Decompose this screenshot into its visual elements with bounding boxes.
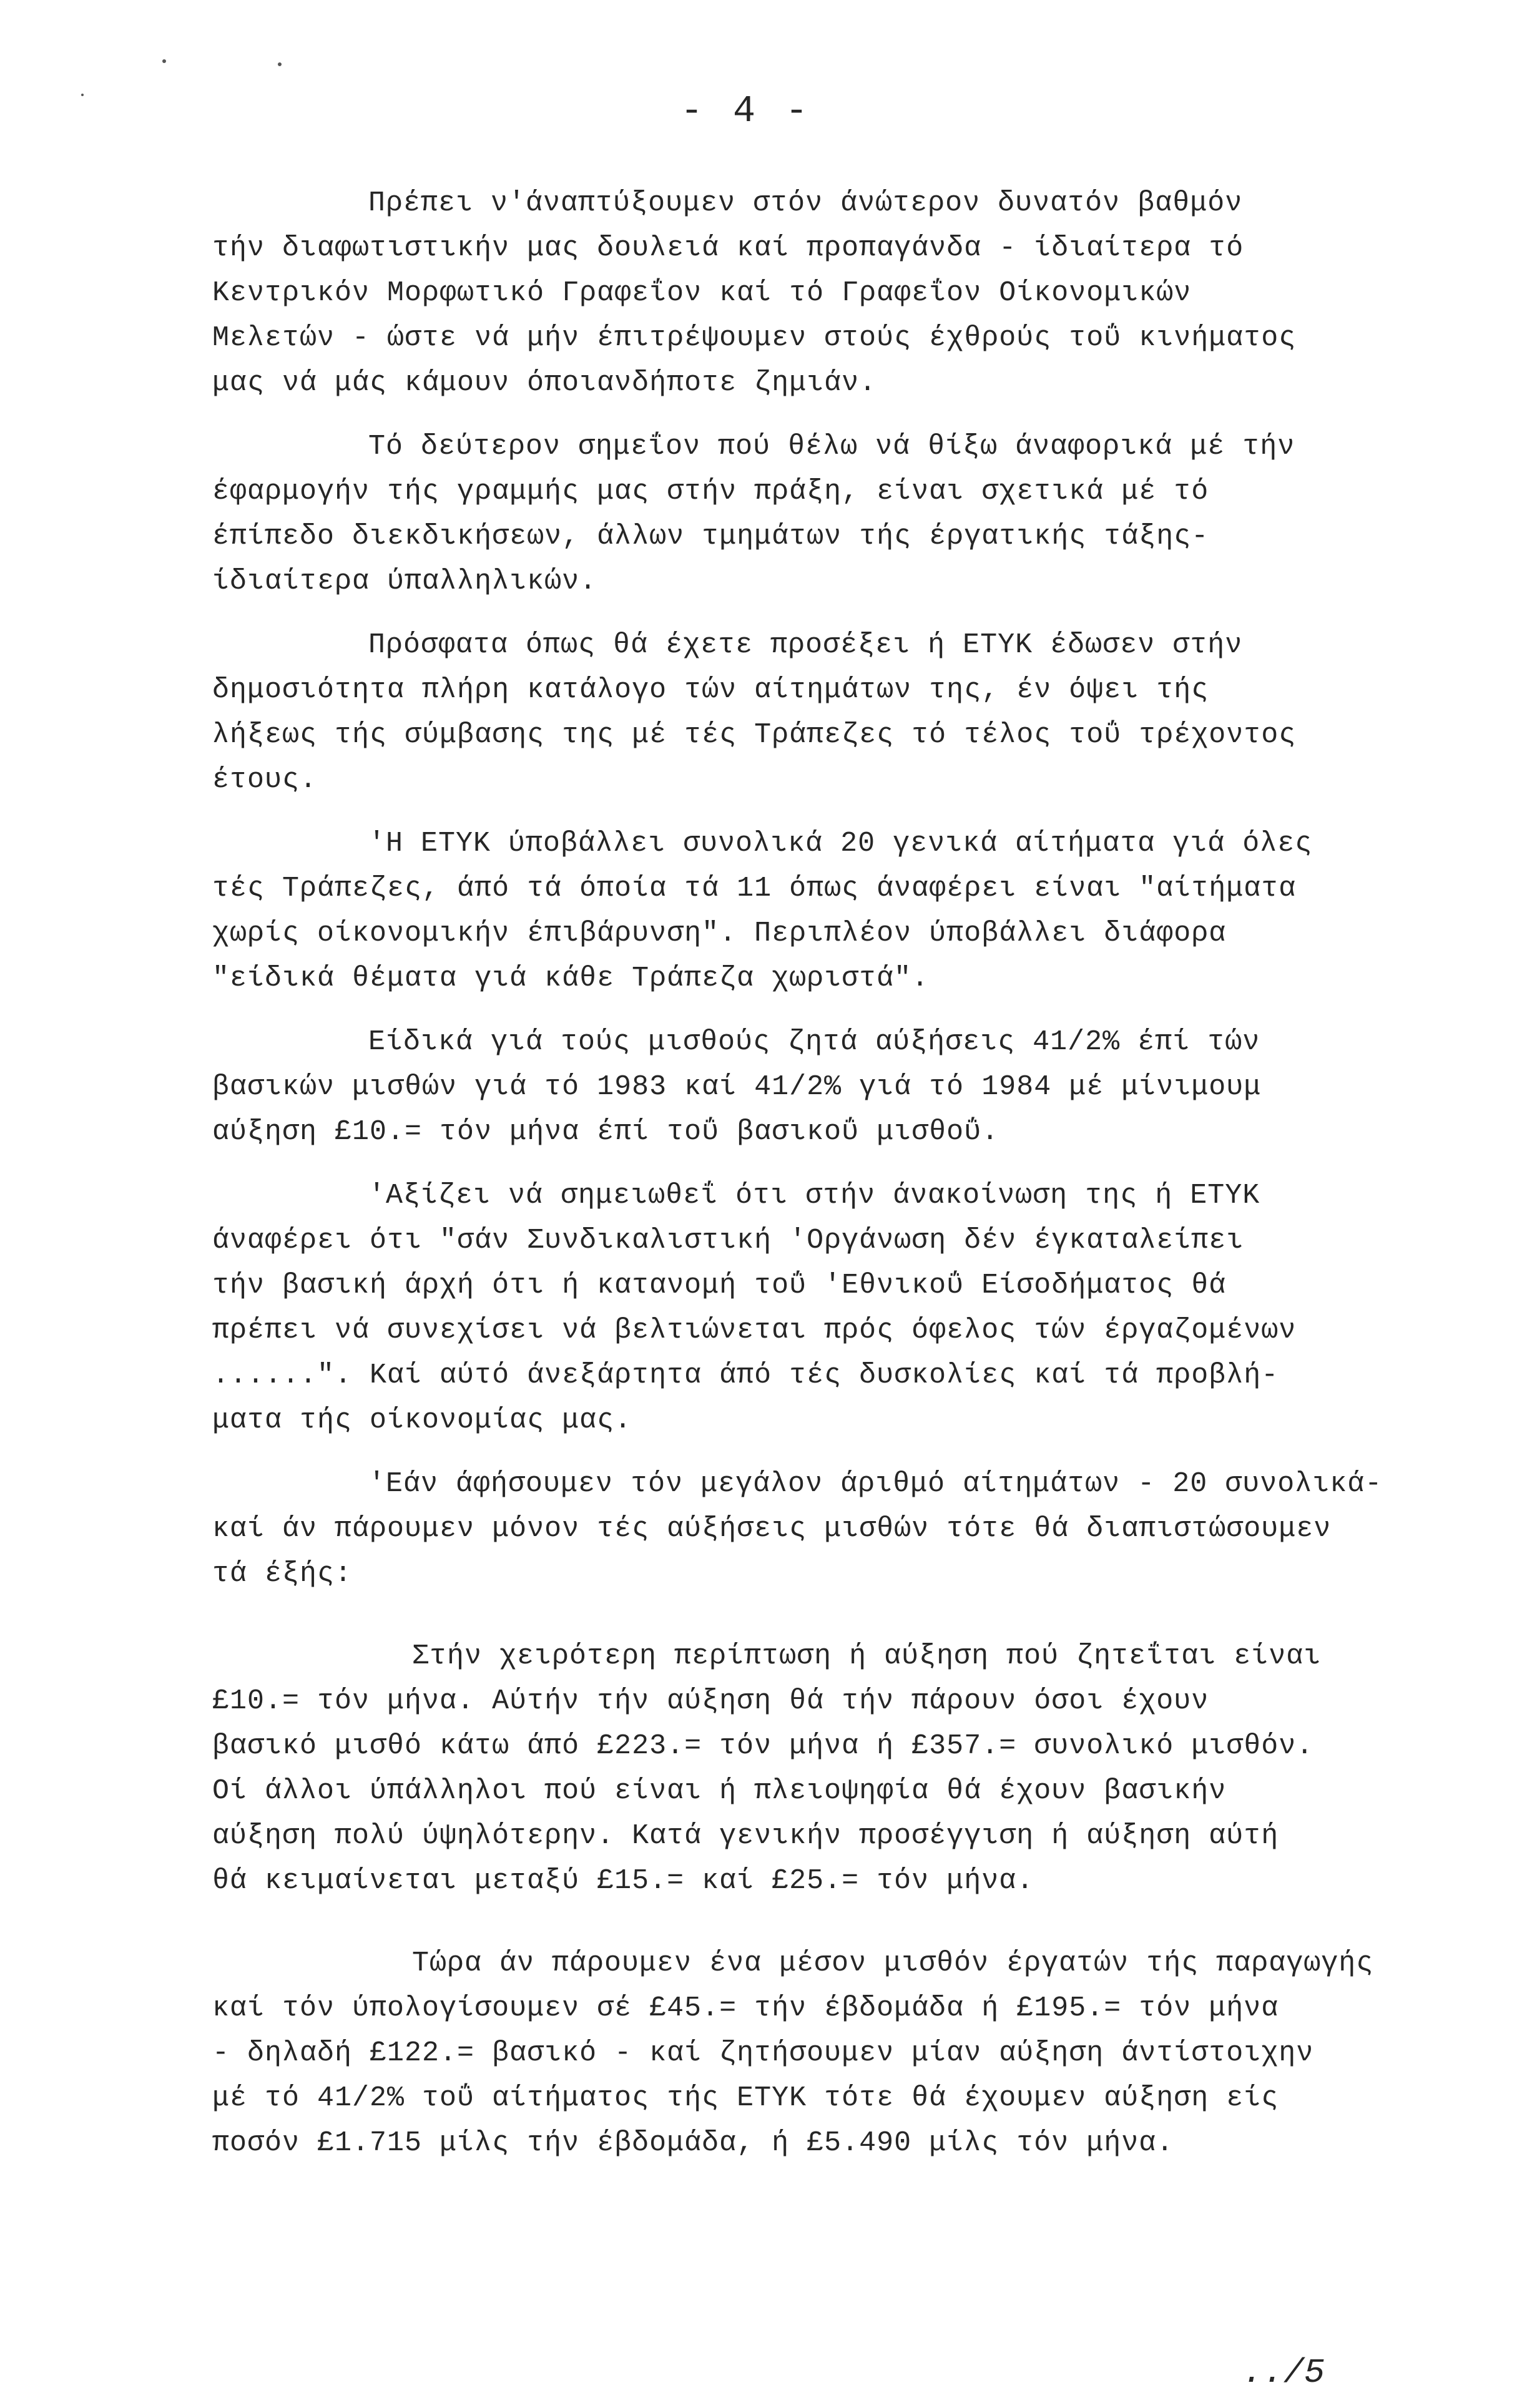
continuation-marker: ../5 (1242, 2353, 1325, 2392)
text-line: μέ τό 41/2% τοΰ αίτήματος τής ΕΤΥΚ τότε θά έχουμεν αύξηση είς (212, 2082, 1279, 2114)
text-line: μας νά μάς κάμουν όποιανδήποτε ζημιάν. (212, 367, 877, 399)
paragraph (212, 821, 1448, 1001)
text-line: πρέπει νά συνεχίσει νά βελτιώνεται πρός όφελος τών έργαζομένων (212, 1314, 1297, 1346)
text-line: λήξεως τής σύμβασης της μέ τές Τράπεζες τό τέλος τοΰ τρέχοντος (212, 719, 1297, 751)
text-line: καί άν πάρουμεν μόνον τές αύξήσεις μισθών τότε θά διαπιστώσουμεν (212, 1513, 1332, 1545)
text-line: τές Τράπεζες, άπό τά όποία τά 11 όπως άναφέρει είναι "αίτήματα (212, 873, 1297, 904)
text-line: Πρόσφατα όπως θά έχετε προσέξει ή ΕΤΥΚ έδωσεν στήν (368, 629, 1243, 661)
text-line: ......". Καί αύτό άνεξάρτητα άπό τές δυσκολίες καί τά προβλή- (212, 1359, 1279, 1391)
text-line: Τώρα άν πάρουμεν ένα μέσον μισθόν έργατών τής παραγωγής (412, 1947, 1374, 1979)
text-line: 'Εάν άφήσουμεν τόν μεγάλον άριθμό αίτημάτων - 20 συνολικά- (368, 1468, 1383, 1500)
text-line: 'Η ΕΤΥΚ ύποβάλλει συνολικά 20 γενικά αίτήματα γιά όλες (368, 828, 1313, 859)
text-line: τά έξής: (212, 1558, 353, 1590)
paragraph (212, 424, 1448, 604)
text-line: βασικό μισθό κάτω άπό £223.= τόν μήνα ή £357.= συνολικό μισθόν. (212, 1730, 1314, 1762)
text-line: Οί άλλοι ύπάλληλοι πού είναι ή πλειοψηφία θά έχουν βασικήν (212, 1775, 1227, 1807)
paragraph (212, 1941, 1448, 2166)
text-line: καί τόν ύπολογίσουμεν σέ £45.= τήν έβδομάδα ή £195.= τόν μήνα (212, 1992, 1279, 2024)
text-line: άναφέρει ότι "σάν Συνδικαλιστική 'Οργάνωση δέν έγκαταλείπει (212, 1225, 1244, 1256)
text-line: Είδικά γιά τούς μισθούς ζητά αύξήσεις 41/2% έπί τών (368, 1026, 1260, 1058)
page-number: - 4 - (680, 91, 812, 133)
paragraph (212, 1462, 1448, 1597)
paragraph (212, 1634, 1448, 1904)
text-line: Πρέπει ν'άναπτύξουμεν στόν άνώτερον δυνατόν βαθμόν (368, 187, 1243, 219)
text-line: "είδικά θέματα γιά κάθε Τράπεζα χωριστά". (212, 962, 930, 994)
document-body (212, 181, 1448, 2166)
text-line: Κεντρικόν Μορφωτικό Γραφεΐον καί τό Γραφεΐον Οίκονομικών (212, 277, 1192, 309)
text-line: έφαρμογήν τής γραμμής μας στήν πράξη, είναι σχετικά μέ τό (212, 476, 1209, 507)
text-line: τήν διαφωτιστικήν μας δουλειά καί προπαγάνδα - ίδιαίτερα τό (212, 232, 1244, 264)
text-line: δημοσιότητα πλήρη κατάλογο τών αίτημάτων της, έν όψει τής (212, 674, 1209, 706)
scan-speck (81, 94, 84, 96)
text-line: αύξηση £10.= τόν μήνα έπί τοΰ βασικοΰ μισθοΰ. (212, 1116, 999, 1148)
text-line: Στήν χειρότερη περίπτωση ή αύξηση πού ζητεΐται είναι (412, 1640, 1322, 1672)
paragraph (212, 1020, 1448, 1155)
scan-speck (162, 59, 166, 63)
paragraph (212, 1173, 1448, 1443)
paragraph (212, 623, 1448, 803)
text-line: έπίπεδο διεκδικήσεων, άλλων τμημάτων τής έργατικής τάξης- (212, 521, 1209, 552)
text-line: Μελετών - ώστε νά μήν έπιτρέψουμεν στούς έχθρούς τοΰ κινήματος (212, 322, 1297, 354)
text-line: Τό δεύτερον σημεΐον πού θέλω νά θίξω άναφορικά μέ τήν (368, 431, 1295, 463)
text-line: τήν βασική άρχή ότι ή κατανομή τοΰ 'Εθνικοΰ Είσοδήματος θά (212, 1270, 1227, 1301)
text-line: £10.= τόν μήνα. Αύτήν τήν αύξηση θά τήν πάρουν όσοι έχουν (212, 1685, 1209, 1717)
text-line: - δηλαδή £122.= βασικό - καί ζητήσουμεν μίαν αύξηση άντίστοιχην (212, 2037, 1314, 2069)
paragraph (212, 181, 1448, 406)
text-line: ίδιαίτερα ύπαλληλικών. (212, 565, 597, 597)
text-line: θά κειμαίνεται μεταξύ £15.= καί £25.= τόν μήνα. (212, 1865, 1034, 1897)
text-line: 'Αξίζει νά σημειωθεΐ ότι στήν άνακοίνωση της ή ΕΤΥΚ (368, 1180, 1260, 1211)
text-line: έτους. (212, 764, 318, 796)
text-line: χωρίς οίκονομικήν έπιβάρυνση". Περιπλέον ύποβάλλει διάφορα (212, 918, 1227, 949)
text-line: αύξηση πολύ ύψηλότερην. Κατά γενικήν προσέγγιση ή αύξηση αύτή (212, 1820, 1279, 1852)
text-line: ματα τής οίκονομίας μας. (212, 1404, 632, 1436)
scan-speck (278, 62, 282, 66)
text-line: βασικών μισθών γιά τό 1983 καί 41/2% γιά τό 1984 μέ μίνιμουμ (212, 1071, 1262, 1103)
text-line: ποσόν £1.715 μίλς τήν έβδομάδα, ή £5.490 μίλς τόν μήνα. (212, 2127, 1174, 2159)
